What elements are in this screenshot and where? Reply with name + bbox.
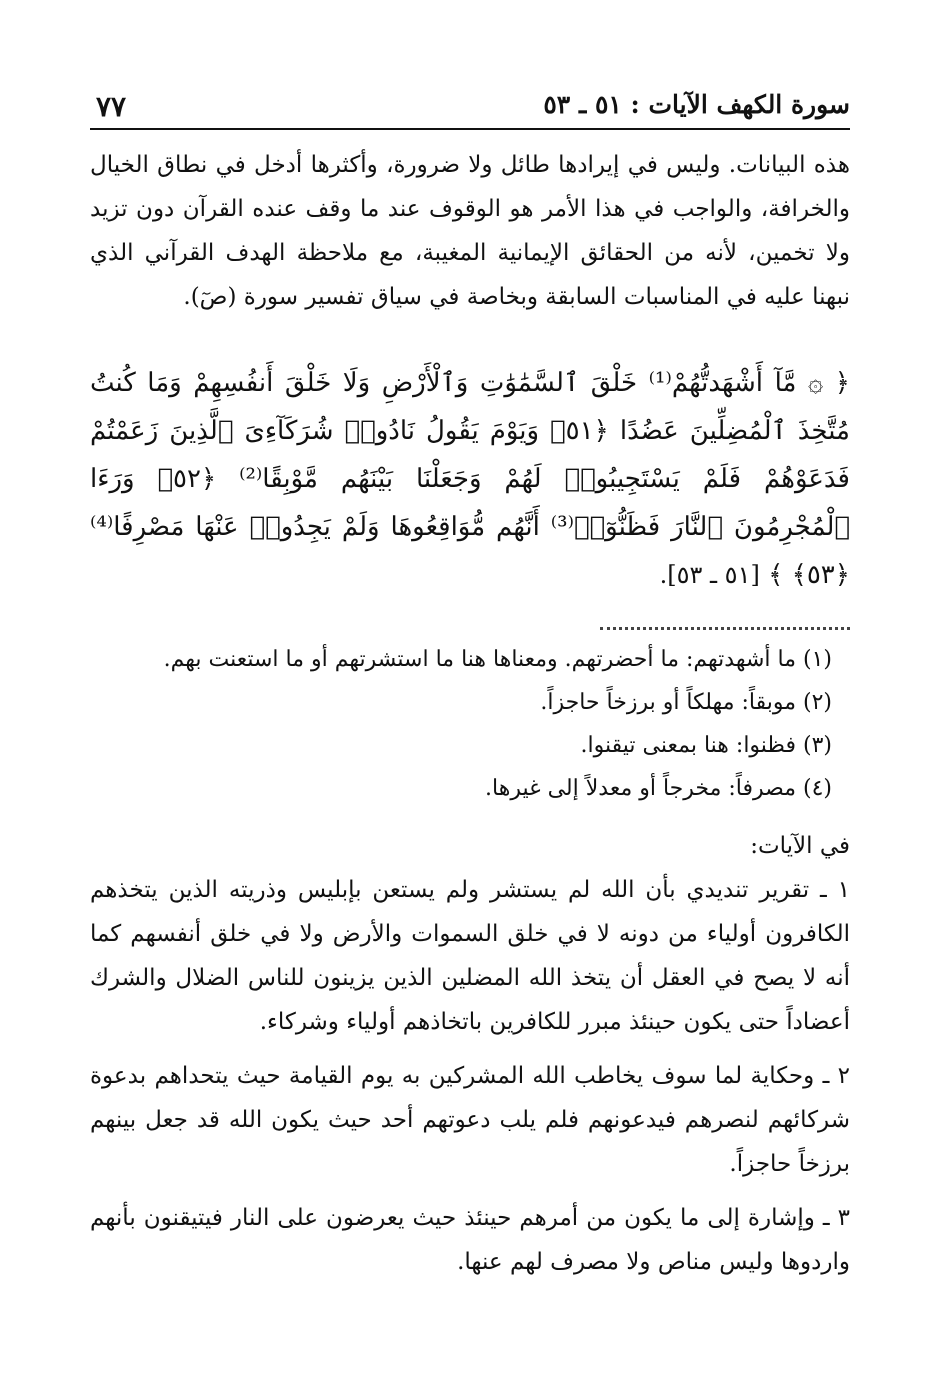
running-title: سورة الكهف الآيات : ٥١ ـ ٥٣ xyxy=(543,90,850,119)
quran-verse-block xyxy=(90,359,850,599)
footnote-1: (١) ما أشهدتهم: ما أحضرتهم. ومعناها هنا ما استشرتهم أو ما استعنت بهم. xyxy=(163,647,832,672)
section-heading: في الآيات: xyxy=(750,833,850,859)
footnote-4: (٤) مصرفاً: مخرجاً أو معدلاً إلى غيرها. xyxy=(485,776,832,801)
commentary-point-1: ١ ـ تقرير تنديدي بأن الله لم يستشر ولم يستعن بإبليس وذريته الذين يتخذهم الكافرون أولياء من دونه لا في خلق السموات والأرض ولا في خلق أنفسهم كما أنه لا يصح في العقل أن يتخذ الله المضلين الذين يزينون للناس الضلال والشرك أعضاداً حتى يكون حينئذ مبرر للكافرين باتخاذهم أولياء وشركاء. xyxy=(90,877,850,1035)
footnote-3: (٣) فظنوا: هنا بمعنى تيقنوا. xyxy=(580,733,832,758)
footnotes xyxy=(90,638,850,810)
verse-text: ﴿ ۞ مَّآ أَشْهَدتُّهُمْ⁽¹⁾ خَلْقَ ٱلسَّمَٰوَٰتِ وَٱلْأَرْضِ وَلَا خَلْقَ أَنفُسِهِمْ وَمَا كُنتُ مُتَّخِذَ ٱلْمُضِلِّينَ عَضُدًا ﴿٥١﴾ وَيَوْمَ يَقُولُ نَادُوا۟ شُرَكَآءِىَ ٱلَّذِينَ زَعَمْتُمْ فَدَعَوْهُمْ فَلَمْ يَسْتَجِيبُوا۟ لَهُمْ وَجَعَلْنَا بَيْنَهُم مَّوْبِقًا⁽²⁾ ﴿٥٢﴾ وَرَءَا ٱلْمُجْرِمُونَ ٱلنَّارَ فَظَنُّوٓا۟⁽³⁾ أَنَّهُم مُّوَاقِعُوهَا وَلَمْ يَجِدُوا۟ عَنْهَا مَصْرِفًا⁽⁴⁾ ﴿٥٣﴾ ﴾ xyxy=(90,368,851,590)
verse-reference: [٥١ ـ ٥٣]. xyxy=(659,561,760,589)
book-page xyxy=(90,78,850,1284)
page-number: ٧٧ xyxy=(96,90,127,123)
footnote-separator xyxy=(600,627,850,630)
commentary-point-3: ٣ ـ وإشارة إلى ما يكون من أمرهم حينئذ حيث يعرضون على النار فيتيقنون بأنهم واردوها وليس مناص ولا مصرف لهم عنها. xyxy=(90,1205,850,1275)
footnote-2: (٢) موبقاً: مهلكاً أو برزخاً حاجزاً. xyxy=(540,690,832,715)
commentary-point-2: ٢ ـ وحكاية لما سوف يخاطب الله المشركين به يوم القيامة حيث يتحداهم بدعوة شركائهم لنصرهم فيدعونهم فلم يلب دعوتهم أحد حيث يكون الله قد جعل بينهم برزخاً حاجزاً. xyxy=(90,1063,850,1177)
intro-paragraph: هذه البيانات. وليس في إيرادها طائل ولا ضرورة، وأكثرها أدخل في نطاق الخيال والخرافة، والواجب في هذا الأمر هو الوقوف عند ما وقف عنده القرآن دون تزيد ولا تخمين، لأنه من الحقائق الإيمانية المغيبة، مع ملاحظة الهدف القرآني الذي نبهنا عليه في المناسبات السابقة وبخاصة في سياق تفسير سورة (صٓ). xyxy=(90,152,850,310)
page-header xyxy=(90,78,850,130)
